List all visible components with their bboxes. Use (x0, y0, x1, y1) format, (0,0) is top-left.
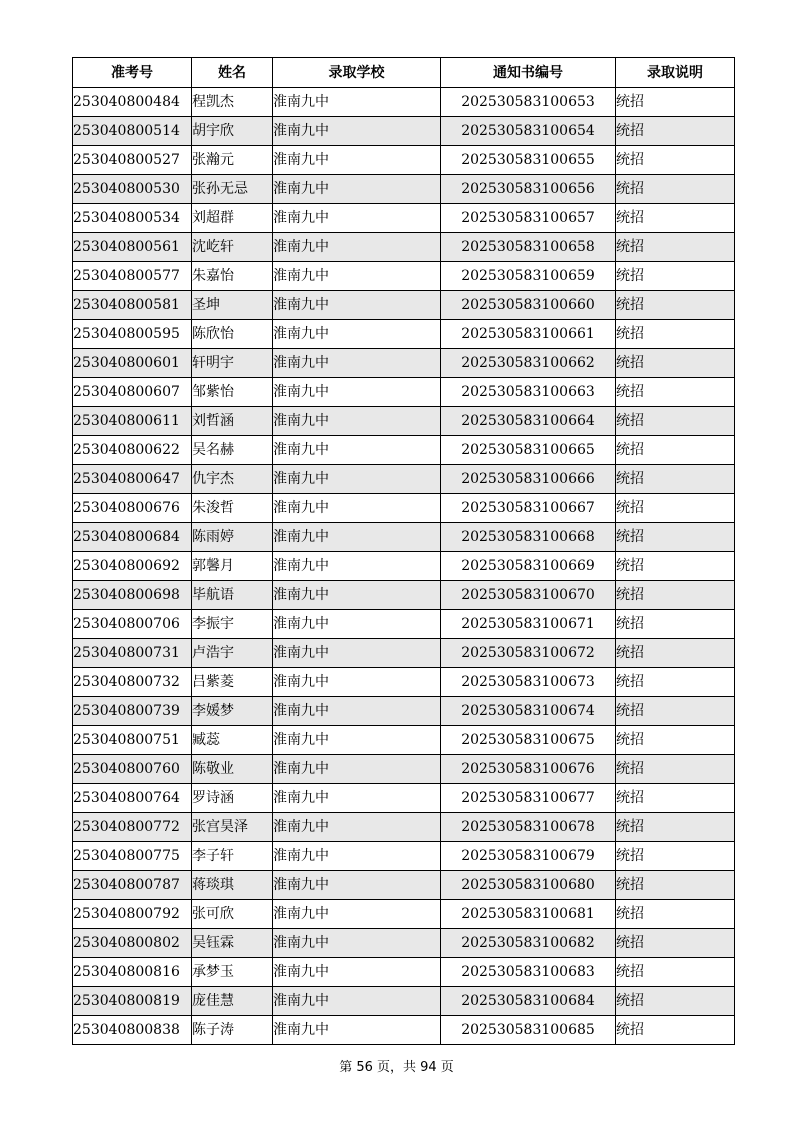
notice-number-cell: 202530583100654 (441, 117, 616, 146)
name-cell: 轩明宇 (192, 349, 273, 378)
table-row (73, 668, 735, 697)
notice-number-cell: 202530583100684 (441, 987, 616, 1016)
admission-note-cell: 统招 (616, 233, 735, 262)
notice-number-cell: 202530583100659 (441, 262, 616, 291)
notice-number-cell: 202530583100673 (441, 668, 616, 697)
name-cell: 李振宇 (192, 610, 273, 639)
table-row (73, 726, 735, 755)
exam-number-cell: 253040800731 (73, 639, 192, 668)
table-row (73, 436, 735, 465)
admission-note-cell: 统招 (616, 494, 735, 523)
admission-note-cell: 统招 (616, 639, 735, 668)
school-cell: 淮南九中 (273, 349, 441, 378)
name-cell: 卢浩宇 (192, 639, 273, 668)
name-cell: 邹紫怡 (192, 378, 273, 407)
name-cell: 刘超群 (192, 204, 273, 233)
notice-number-cell: 202530583100660 (441, 291, 616, 320)
school-cell: 淮南九中 (273, 784, 441, 813)
notice-number-cell: 202530583100680 (441, 871, 616, 900)
exam-number-cell: 253040800484 (73, 88, 192, 117)
name-cell: 胡宇欣 (192, 117, 273, 146)
table-row (73, 639, 735, 668)
table-row (73, 1016, 735, 1045)
exam-number-cell: 253040800739 (73, 697, 192, 726)
school-cell: 淮南九中 (273, 204, 441, 233)
exam-number-cell: 253040800732 (73, 668, 192, 697)
notice-number-cell: 202530583100669 (441, 552, 616, 581)
name-cell: 陈雨婷 (192, 523, 273, 552)
notice-number-cell: 202530583100661 (441, 320, 616, 349)
notice-number-cell: 202530583100677 (441, 784, 616, 813)
admission-note-cell: 统招 (616, 929, 735, 958)
exam-number-cell: 253040800751 (73, 726, 192, 755)
page-footer: 第 56 页，共 94 页 (339, 1060, 454, 1075)
header-admission-note: 录取说明 (616, 58, 735, 88)
table-row (73, 233, 735, 262)
name-cell: 李子轩 (192, 842, 273, 871)
table-header-row (73, 58, 735, 88)
exam-number-cell: 253040800802 (73, 929, 192, 958)
school-cell: 淮南九中 (273, 436, 441, 465)
admission-note-cell: 统招 (616, 465, 735, 494)
table-row (73, 146, 735, 175)
admission-table (72, 57, 735, 1045)
table-row (73, 871, 735, 900)
school-cell: 淮南九中 (273, 1016, 441, 1045)
admission-note-cell: 统招 (616, 407, 735, 436)
exam-number-cell: 253040800684 (73, 523, 192, 552)
notice-number-cell: 202530583100676 (441, 755, 616, 784)
table-row (73, 552, 735, 581)
admission-note-cell: 统招 (616, 784, 735, 813)
notice-number-cell: 202530583100662 (441, 349, 616, 378)
notice-number-cell: 202530583100671 (441, 610, 616, 639)
table-row (73, 610, 735, 639)
header-notice-number: 通知书编号 (441, 58, 616, 88)
exam-number-cell: 253040800607 (73, 378, 192, 407)
table-row (73, 987, 735, 1016)
table-row (73, 697, 735, 726)
table-row (73, 88, 735, 117)
admission-note-cell: 统招 (616, 581, 735, 610)
table-row (73, 958, 735, 987)
table-row (73, 262, 735, 291)
exam-number-cell: 253040800514 (73, 117, 192, 146)
exam-number-cell: 253040800698 (73, 581, 192, 610)
notice-number-cell: 202530583100681 (441, 900, 616, 929)
school-cell: 淮南九中 (273, 465, 441, 494)
admission-note-cell: 统招 (616, 349, 735, 378)
table-row (73, 929, 735, 958)
notice-number-cell: 202530583100657 (441, 204, 616, 233)
admission-note-cell: 统招 (616, 175, 735, 204)
school-cell: 淮南九中 (273, 610, 441, 639)
school-cell: 淮南九中 (273, 494, 441, 523)
notice-number-cell: 202530583100674 (441, 697, 616, 726)
name-cell: 朱嘉怡 (192, 262, 273, 291)
school-cell: 淮南九中 (273, 697, 441, 726)
notice-number-cell: 202530583100663 (441, 378, 616, 407)
admission-note-cell: 统招 (616, 1016, 735, 1045)
notice-number-cell: 202530583100678 (441, 813, 616, 842)
admission-note-cell: 统招 (616, 610, 735, 639)
admission-note-cell: 统招 (616, 291, 735, 320)
name-cell: 仇宇杰 (192, 465, 273, 494)
name-cell: 罗诗涵 (192, 784, 273, 813)
exam-number-cell: 253040800676 (73, 494, 192, 523)
exam-number-cell: 253040800561 (73, 233, 192, 262)
table-row (73, 291, 735, 320)
exam-number-cell: 253040800760 (73, 755, 192, 784)
exam-number-cell: 253040800601 (73, 349, 192, 378)
name-cell: 刘哲涵 (192, 407, 273, 436)
school-cell: 淮南九中 (273, 639, 441, 668)
table-row (73, 581, 735, 610)
name-cell: 庞佳慧 (192, 987, 273, 1016)
exam-number-cell: 253040800819 (73, 987, 192, 1016)
admission-note-cell: 统招 (616, 146, 735, 175)
header-exam-number: 准考号 (73, 58, 192, 88)
admission-note-cell: 统招 (616, 552, 735, 581)
table-row (73, 523, 735, 552)
exam-number-cell: 253040800775 (73, 842, 192, 871)
school-cell: 淮南九中 (273, 813, 441, 842)
name-cell: 李媛梦 (192, 697, 273, 726)
exam-number-cell: 253040800527 (73, 146, 192, 175)
admission-note-cell: 统招 (616, 871, 735, 900)
admission-note-cell: 统招 (616, 204, 735, 233)
notice-number-cell: 202530583100682 (441, 929, 616, 958)
table-row (73, 407, 735, 436)
school-cell: 淮南九中 (273, 407, 441, 436)
admission-note-cell: 统招 (616, 436, 735, 465)
school-cell: 淮南九中 (273, 523, 441, 552)
table-row (73, 320, 735, 349)
header-name: 姓名 (192, 58, 273, 88)
notice-number-cell: 202530583100672 (441, 639, 616, 668)
school-cell: 淮南九中 (273, 262, 441, 291)
name-cell: 张瀚元 (192, 146, 273, 175)
admission-note-cell: 统招 (616, 755, 735, 784)
name-cell: 朱浚哲 (192, 494, 273, 523)
exam-number-cell: 253040800816 (73, 958, 192, 987)
exam-number-cell: 253040800792 (73, 900, 192, 929)
name-cell: 蒋琰琪 (192, 871, 273, 900)
admission-note-cell: 统招 (616, 88, 735, 117)
table-row (73, 465, 735, 494)
school-cell: 淮南九中 (273, 958, 441, 987)
table-row (73, 349, 735, 378)
school-cell: 淮南九中 (273, 291, 441, 320)
school-cell: 淮南九中 (273, 175, 441, 204)
exam-number-cell: 253040800581 (73, 291, 192, 320)
table-row (73, 842, 735, 871)
notice-number-cell: 202530583100666 (441, 465, 616, 494)
table-row (73, 378, 735, 407)
name-cell: 张孙无忌 (192, 175, 273, 204)
admission-note-cell: 统招 (616, 378, 735, 407)
table-body (73, 88, 735, 1045)
school-cell: 淮南九中 (273, 668, 441, 697)
exam-number-cell: 253040800577 (73, 262, 192, 291)
notice-number-cell: 202530583100658 (441, 233, 616, 262)
notice-number-cell: 202530583100667 (441, 494, 616, 523)
notice-number-cell: 202530583100679 (441, 842, 616, 871)
school-cell: 淮南九中 (273, 88, 441, 117)
table-row (73, 755, 735, 784)
name-cell: 臧蕊 (192, 726, 273, 755)
notice-number-cell: 202530583100653 (441, 88, 616, 117)
name-cell: 郭馨月 (192, 552, 273, 581)
school-cell: 淮南九中 (273, 146, 441, 175)
exam-number-cell: 253040800706 (73, 610, 192, 639)
name-cell: 圣坤 (192, 291, 273, 320)
table-row (73, 175, 735, 204)
exam-number-cell: 253040800787 (73, 871, 192, 900)
name-cell: 吕紫菱 (192, 668, 273, 697)
exam-number-cell: 253040800622 (73, 436, 192, 465)
notice-number-cell: 202530583100655 (441, 146, 616, 175)
school-cell: 淮南九中 (273, 233, 441, 262)
notice-number-cell: 202530583100675 (441, 726, 616, 755)
notice-number-cell: 202530583100685 (441, 1016, 616, 1045)
school-cell: 淮南九中 (273, 726, 441, 755)
admission-note-cell: 统招 (616, 842, 735, 871)
admission-note-cell: 统招 (616, 668, 735, 697)
school-cell: 淮南九中 (273, 378, 441, 407)
school-cell: 淮南九中 (273, 581, 441, 610)
school-cell: 淮南九中 (273, 552, 441, 581)
notice-number-cell: 202530583100665 (441, 436, 616, 465)
notice-number-cell: 202530583100668 (441, 523, 616, 552)
name-cell: 吴名赫 (192, 436, 273, 465)
name-cell: 沈屹轩 (192, 233, 273, 262)
admission-note-cell: 统招 (616, 726, 735, 755)
name-cell: 张可欣 (192, 900, 273, 929)
table-row (73, 494, 735, 523)
exam-number-cell: 253040800647 (73, 465, 192, 494)
exam-number-cell: 253040800530 (73, 175, 192, 204)
admission-note-cell: 统招 (616, 117, 735, 146)
school-cell: 淮南九中 (273, 755, 441, 784)
exam-number-cell: 253040800534 (73, 204, 192, 233)
exam-number-cell: 253040800595 (73, 320, 192, 349)
header-school: 录取学校 (273, 58, 441, 88)
table-row (73, 900, 735, 929)
exam-number-cell: 253040800611 (73, 407, 192, 436)
school-cell: 淮南九中 (273, 900, 441, 929)
admission-note-cell: 统招 (616, 958, 735, 987)
name-cell: 陈敬业 (192, 755, 273, 784)
notice-number-cell: 202530583100683 (441, 958, 616, 987)
name-cell: 程凯杰 (192, 88, 273, 117)
exam-number-cell: 253040800838 (73, 1016, 192, 1045)
school-cell: 淮南九中 (273, 117, 441, 146)
name-cell: 陈子涛 (192, 1016, 273, 1045)
school-cell: 淮南九中 (273, 871, 441, 900)
school-cell: 淮南九中 (273, 320, 441, 349)
admission-note-cell: 统招 (616, 813, 735, 842)
notice-number-cell: 202530583100664 (441, 407, 616, 436)
admission-note-cell: 统招 (616, 987, 735, 1016)
school-cell: 淮南九中 (273, 929, 441, 958)
table-row (73, 204, 735, 233)
name-cell: 陈欣怡 (192, 320, 273, 349)
table-row (73, 117, 735, 146)
notice-number-cell: 202530583100670 (441, 581, 616, 610)
name-cell: 承梦玉 (192, 958, 273, 987)
exam-number-cell: 253040800772 (73, 813, 192, 842)
admission-note-cell: 统招 (616, 523, 735, 552)
school-cell: 淮南九中 (273, 987, 441, 1016)
admission-note-cell: 统招 (616, 900, 735, 929)
admission-note-cell: 统招 (616, 697, 735, 726)
table-row (73, 813, 735, 842)
name-cell: 毕航语 (192, 581, 273, 610)
table-row (73, 784, 735, 813)
exam-number-cell: 253040800692 (73, 552, 192, 581)
notice-number-cell: 202530583100656 (441, 175, 616, 204)
admission-note-cell: 统招 (616, 320, 735, 349)
admission-note-cell: 统招 (616, 262, 735, 291)
name-cell: 张宫昊泽 (192, 813, 273, 842)
name-cell: 吴钰霖 (192, 929, 273, 958)
school-cell: 淮南九中 (273, 842, 441, 871)
exam-number-cell: 253040800764 (73, 784, 192, 813)
